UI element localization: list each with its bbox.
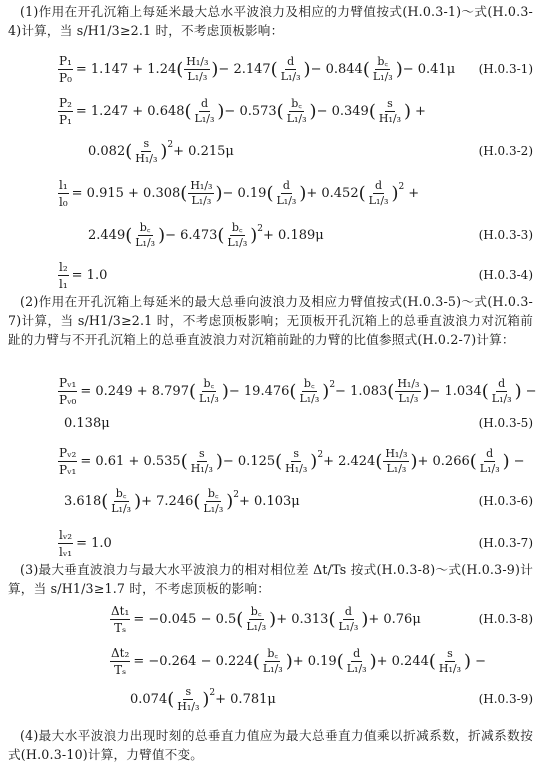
fraction: $\frac{\text{H₁/₃}}{\text{L₁/₃}}$ (190, 178, 213, 207)
fraction: $\frac{b꜀}{\text{L₁/₃}}$ (372, 54, 393, 83)
paren: ) (369, 650, 377, 672)
equation-term: + 0.189μ (263, 227, 324, 243)
fraction: $\frac{\text{H₁/₃}}{\text{L₁/₃}}$ (385, 446, 408, 475)
paren: ( (180, 450, 188, 472)
paren: ) (514, 380, 522, 402)
equation-term: − 2.147 (218, 61, 271, 77)
equation-term: 2.449 (88, 227, 126, 243)
paren: ( (469, 450, 477, 472)
paren: ( (328, 608, 336, 630)
fraction: $\frac{b꜀}{\text{L₁/₃}}$ (227, 220, 248, 249)
paren: ( (193, 490, 201, 512)
equation-term: + (408, 185, 420, 201)
paren: ( (167, 688, 175, 710)
paren: ( (266, 182, 274, 204)
paren: ( (276, 100, 284, 122)
fraction: $\frac{b꜀}{\text{L₁/₃}}$ (262, 646, 283, 675)
equation-term: = −0.045 − 0.5 (133, 611, 237, 627)
fraction: $\frac{d}{\text{L₁/₃}}$ (194, 96, 215, 125)
paragraph-2: (2)作用在开孔沉箱上每延米的最大总垂向波浪力及相应力臂值按式(H.0.3-5)～式(H.0.3-7)计算，当 s/H1/3≥2.1 时，不考虑顶板影响；无顶板开孔沉箱上的总垂直波浪力对沉箱前趾的力臂与不开孔沉箱上的总垂直波浪力对沉箱前趾的力臂的比值参照式(H.0.2-7)计算： (8, 294, 533, 347)
paren: ( (368, 100, 376, 122)
equation-term: + 0.76μ (368, 611, 421, 627)
paren: ( (125, 224, 133, 246)
equation-h032-line2 (88, 134, 533, 168)
fraction: $\frac{b꜀}{\text{L₁/₃}}$ (299, 376, 320, 405)
equation-h036-line2 (64, 484, 533, 518)
paren: ( (184, 100, 192, 122)
exponent: 2 (317, 450, 324, 460)
equation-term: = 1.0 (71, 267, 108, 283)
fraction: $\frac{\text{H₁/₃}}{\text{L₁/₃}}$ (186, 54, 209, 83)
fraction: $\frac{\text{lᵥ₂}}{\text{lᵥ₁}}$ (59, 527, 73, 559)
paren: ( (428, 650, 436, 672)
paren: ) (221, 380, 229, 402)
equation-term: 0.074 (130, 691, 168, 707)
equation-term: − 0.19 (222, 185, 267, 201)
equation-term: + 7.246 (141, 493, 194, 509)
fraction: $\frac{d}{\text{L₁/₃}}$ (368, 178, 389, 207)
equation-h033-line1 (58, 176, 533, 210)
fraction: $\frac{d}{\text{L₁/₃}}$ (276, 178, 297, 207)
paren: ) (391, 182, 399, 204)
equation-h036-line1 (58, 444, 533, 478)
equation-h035-line1 (58, 374, 537, 408)
equation-term: + 0.244 (376, 653, 429, 669)
fraction: $\frac{b꜀}{\text{L₁/₃}}$ (203, 486, 224, 515)
equation-term: − 19.476 (228, 383, 290, 399)
equation-term: + 0.266 (417, 453, 470, 469)
equation-term: + 2.424 (323, 453, 376, 469)
paren: ) (160, 140, 168, 162)
equation-number: (H.0.3-8) (478, 612, 533, 626)
paren: ) (502, 450, 510, 472)
equation-h039-line2 (130, 682, 533, 716)
equation-term: 0.082 (88, 143, 126, 159)
equation-term: − 0.349 (316, 103, 369, 119)
equation-term: − 0.844 (310, 61, 363, 77)
equation-term: + 0.781μ (215, 691, 276, 707)
equation-number: (H.0.3-9) (478, 692, 533, 706)
paren: ( (217, 224, 225, 246)
fraction: $\frac{\text{Pᵥ₁}}{\text{Pᵥ₀}}$ (59, 375, 77, 407)
paren: ) (226, 490, 234, 512)
paren: ( (176, 58, 184, 80)
fraction: $\frac{s}{\text{H₁/₃}}$ (135, 136, 158, 165)
paren: ) (299, 182, 307, 204)
equation-number: (H.0.3-4) (478, 268, 533, 282)
paren: ( (236, 608, 244, 630)
paren: ( (188, 380, 197, 402)
fraction: $\frac{\text{Δt₂}}{\text{Tₛ}}$ (111, 645, 130, 677)
fraction: $\frac{d}{\text{L₁/₃}}$ (491, 376, 512, 405)
equation-term: + 0.103μ (239, 493, 300, 509)
paren: ) (202, 688, 210, 710)
equation-h031 (58, 52, 533, 86)
equation-term: = 0.249 + 8.797 (80, 383, 189, 399)
equation-h037 (58, 526, 533, 560)
paren: ( (252, 650, 260, 672)
fraction: $\frac{s}{\text{H₁/₃}}$ (378, 96, 401, 125)
paren: ) (215, 450, 223, 472)
paren: ( (125, 140, 133, 162)
equation-h033-line2 (88, 218, 533, 252)
equation-number: (H.0.3-2) (478, 144, 533, 158)
equation-term: − (513, 453, 525, 469)
equation-term: − 0.41μ (402, 61, 456, 77)
fraction: $\frac{b꜀}{\text{L₁/₃}}$ (135, 220, 156, 249)
fraction: $\frac{d}{\text{L₁/₃}}$ (346, 646, 367, 675)
equation-term: = 1.147 + 1.24 (75, 61, 177, 77)
paragraph-4: (4)最大水平波浪力出现时刻的总垂直力值应为最大总垂直力值乘以折减系数，折减系数按式(H.0.3-10)计算，力臂值不变。 (8, 728, 533, 762)
equation-number: (H.0.3-7) (478, 536, 533, 550)
exponent: 2 (329, 380, 336, 390)
paren: ( (275, 450, 283, 472)
equation-term: − (525, 383, 537, 399)
equation-term: − 6.473 (165, 227, 218, 243)
exponent: 2 (398, 182, 405, 192)
equation-term: = 1.0 (76, 535, 112, 551)
paren: ) (269, 608, 277, 630)
paren: ) (410, 450, 418, 472)
fraction: $\frac{s}{\text{H₁/₃}}$ (190, 446, 213, 475)
paren: ) (310, 450, 318, 472)
equation-term: = 1.247 + 0.648 (75, 103, 185, 119)
paren: ) (285, 650, 293, 672)
fraction: $\frac{b꜀}{\text{L₁/₃}}$ (199, 376, 219, 405)
equation-term: + 0.19 (292, 653, 337, 669)
fraction: $\frac{\text{l₁}}{\text{l₀}}$ (59, 177, 68, 209)
paren: ) (303, 58, 311, 80)
paren: ) (250, 224, 258, 246)
equation-h034 (58, 258, 533, 292)
paragraph-1: (1)作用在开孔沉箱上每延米最大总水平波浪力及相应的力臂值按式(H.0.3-1)～式(H.0.3-4)计算，当 s/H1/3≥2.1 时，不考虑顶板影响： (8, 4, 533, 38)
paren: ( (289, 380, 297, 402)
paren: ) (309, 100, 317, 122)
fraction: $\frac{b꜀}{\text{L₁/₃}}$ (111, 486, 132, 515)
equation-term: = 0.915 + 0.308 (71, 185, 181, 201)
paren: ) (422, 380, 430, 402)
exponent: 2 (209, 688, 216, 698)
paren: ) (134, 490, 142, 512)
fraction: $\frac{d}{\text{L₁/₃}}$ (280, 54, 301, 83)
paren: ) (395, 58, 403, 80)
equation-h038 (110, 602, 533, 636)
equation-number: (H.0.3-1) (478, 62, 533, 76)
exponent: 2 (233, 490, 240, 500)
paren: ) (211, 58, 219, 80)
equation-number: (H.0.3-5) (478, 416, 533, 430)
equation-number: (H.0.3-3) (478, 228, 533, 242)
fraction: $\frac{b꜀}{\text{L₁/₃}}$ (286, 96, 307, 125)
fraction: $\frac{\text{l₂}}{\text{l₁}}$ (59, 259, 68, 291)
equation-term: = −0.264 − 0.224 (133, 653, 253, 669)
equation-term: − 0.573 (224, 103, 277, 119)
equation-term: − 1.034 (429, 383, 482, 399)
equation-h032-line1 (58, 94, 533, 128)
equation-term: + (415, 103, 426, 119)
equation-term: − (475, 653, 486, 669)
equation-term: − 0.125 (222, 453, 276, 469)
paren: ) (403, 100, 412, 122)
fraction: $\frac{\text{Pᵥ₂}}{\text{Pᵥ₁}}$ (59, 445, 77, 477)
equation-term: + 0.215μ (173, 143, 234, 159)
paren: ) (361, 608, 369, 630)
fraction: $\frac{s}{\text{H₁/₃}}$ (438, 646, 462, 675)
lhs-fraction: $\frac{\text{P₁}}{\text{P₀}}$ (59, 53, 72, 85)
paren: ( (358, 182, 366, 204)
equation-h035-line2 (64, 406, 533, 440)
fraction: $\frac{d}{\text{L₁/₃}}$ (338, 604, 359, 633)
paren: ( (180, 182, 188, 204)
paren: ) (464, 650, 472, 672)
paren: ) (217, 100, 225, 122)
fraction: $\frac{\text{P₂}}{\text{P₁}}$ (59, 95, 72, 127)
paren: ) (215, 182, 223, 204)
paren: ) (158, 224, 166, 246)
fraction: $\frac{s}{\text{H₁/₃}}$ (285, 446, 308, 475)
paren: ( (362, 58, 370, 80)
paren: ( (375, 450, 383, 472)
equation-h039-line1 (110, 644, 533, 678)
equation-term: + 0.313 (276, 611, 329, 627)
fraction: $\frac{b꜀}{\text{L₁/₃}}$ (246, 604, 267, 633)
equation-term: − 1.083 (335, 383, 388, 399)
paragraph-3: (3)最大垂直波浪力与最大水平波浪力的相对相位差 Δt/Ts 按式(H.0.3-8)～式(H.0.3-9)计算，当 s/H1/3≥1.7 时，不考虑顶板的影响： (8, 562, 533, 596)
paren: ) (322, 380, 330, 402)
equation-term: + 0.452 (306, 185, 359, 201)
equation-number: (H.0.3-6) (478, 494, 533, 508)
paren: ( (387, 380, 395, 402)
fraction: $\frac{d}{\text{L₁/₃}}$ (479, 446, 500, 475)
fraction: $\frac{s}{\text{H₁/₃}}$ (177, 684, 200, 713)
paren: ( (270, 58, 278, 80)
paren: ( (101, 490, 109, 512)
equation-term: 0.138μ (64, 415, 110, 431)
paren: ( (336, 650, 344, 672)
equation-term: 3.618 (64, 493, 102, 509)
exponent: 2 (257, 224, 264, 234)
fraction: $\frac{\text{H₁/₃}}{\text{L₁/₃}}$ (397, 376, 420, 405)
paren: ( (481, 380, 489, 402)
exponent: 2 (167, 140, 174, 150)
fraction: $\frac{\text{Δt₁}}{\text{Tₛ}}$ (111, 603, 130, 635)
equation-term: = 0.61 + 0.535 (80, 453, 181, 469)
